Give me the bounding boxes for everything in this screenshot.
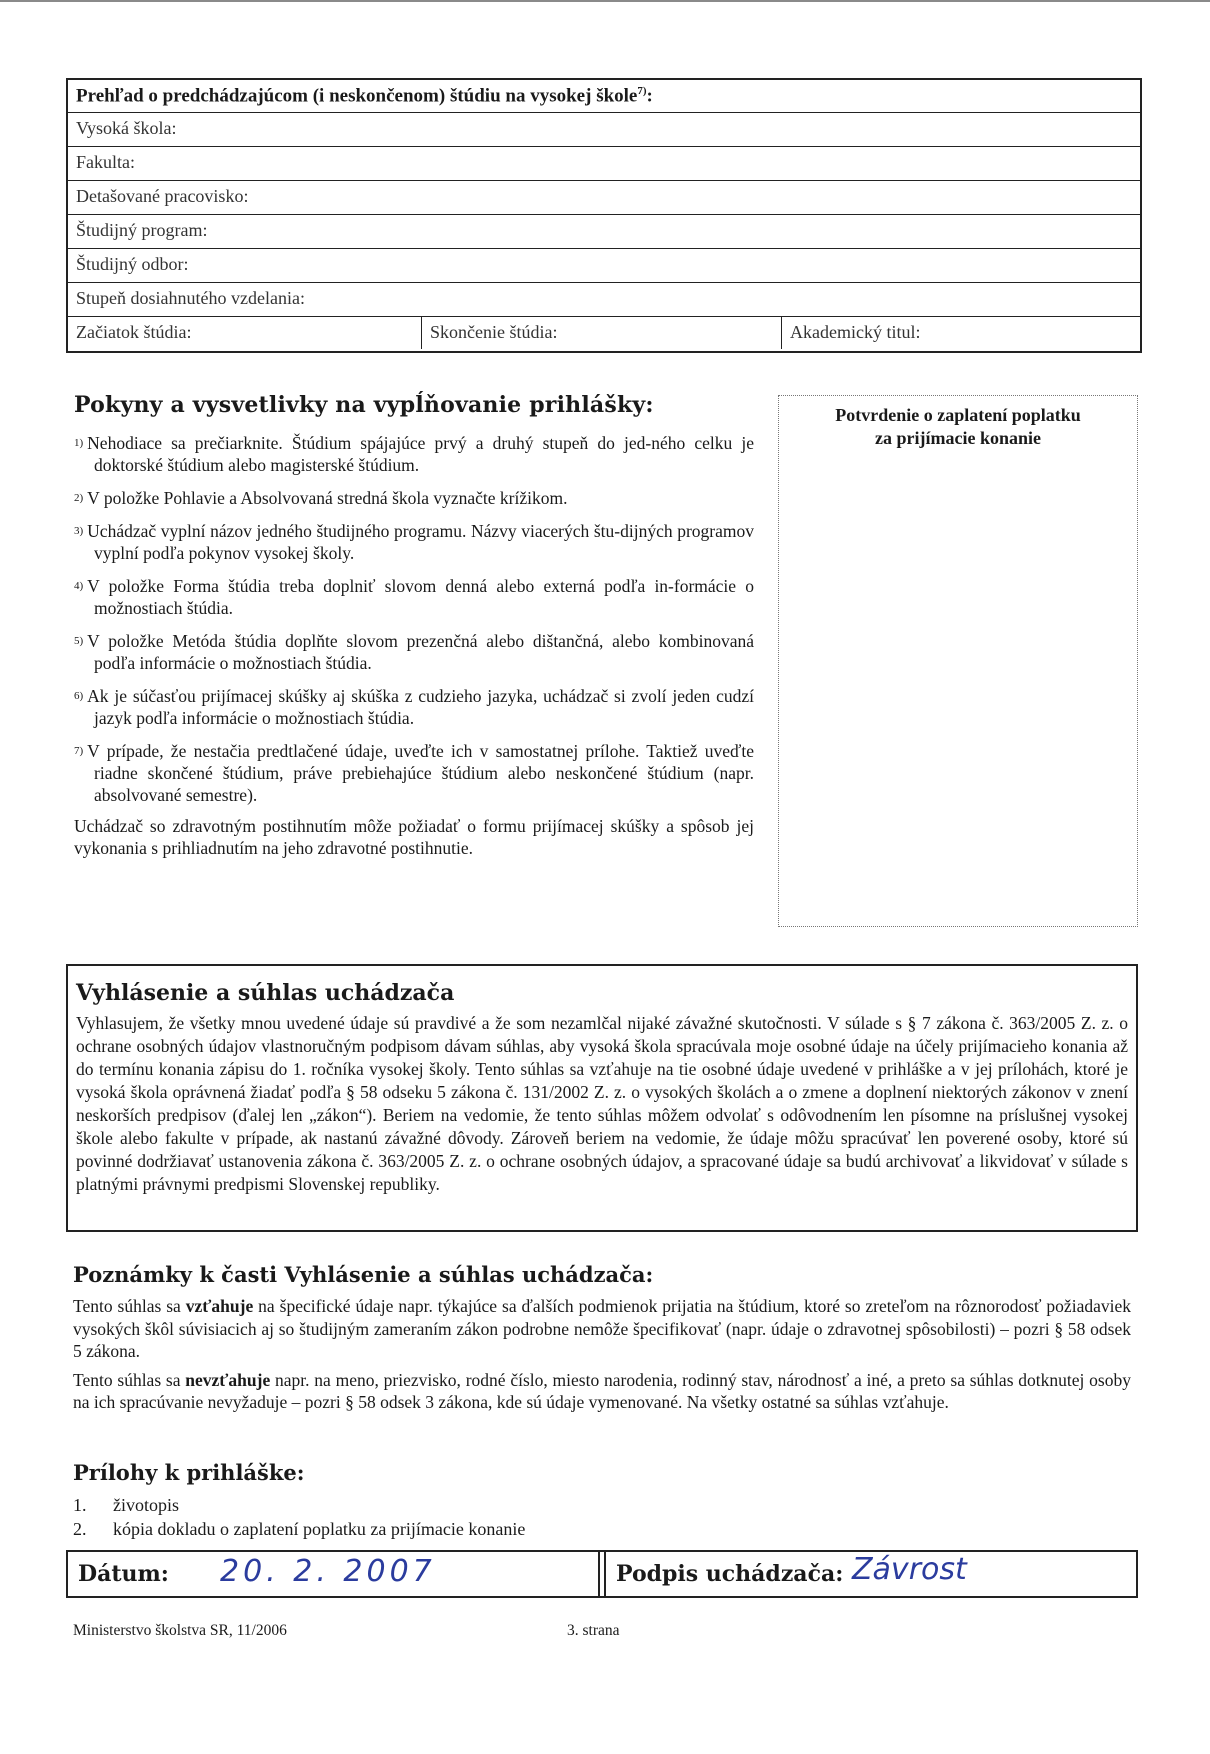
note-number: 6): [74, 690, 84, 702]
attachments-heading: Prílohy k prihláške:: [73, 1460, 305, 1485]
field-label: Detašované pracovisko:: [76, 186, 249, 206]
note-text: Ak je súčasťou prijímacej skúšky aj skúška z cudzieho jazyka, uchádzač si zvolí jeden cudzí jazyk podľa informácie o možnostiach štúdia.: [87, 686, 754, 728]
remarks-section: [73, 1262, 1131, 1420]
remarks-paragraph-2: [73, 1369, 1131, 1414]
attachments-section: [73, 1460, 973, 1541]
attachment-text: kópia dokladu o zaplatení poplatku za prijímacie konanie: [113, 1519, 526, 1539]
note-number: 5): [74, 635, 84, 647]
field-label: Stupeň dosiahnutého vzdelania:: [76, 288, 305, 308]
field-label: Vysoká škola:: [76, 118, 177, 138]
attachment-text: životopis: [113, 1495, 179, 1515]
footnote-ref: 7): [637, 85, 647, 97]
note-3: [74, 520, 754, 564]
note-text: Uchádzač vyplní názov jedného študijného programu. Názvy viacerých štu-dijných programov vyplní podľa pokynov vysokej školy.: [87, 521, 754, 563]
note-number: 1): [74, 437, 84, 449]
remarks-text: Tento súhlas sa: [73, 1369, 186, 1390]
previous-study-title: [68, 80, 1140, 113]
declaration-text: Vyhlasujem, že všetky mnou uvedené údaje sú pravdivé a že som nezamlčal nijaké závažné skutočnosti. V súlade s § 7 zákona č. 363/2005 Z. z. o ochrane osobných údajov vlastnoručným podpisom dávam súhlas, aby vysoká škola spracúvala moje osobné údaje na účely prijímacieho konania až do termínu konania zápisu do 1. ročníka vysokej školy. Tento súhlas sa vzťahuje na tie osobné údaje uvedené v prihláške a v jej prílohách, ktoré je vysoká škola oprávnená žiadať podľa § 58 odseku 5 zákona č. 131/2002 Z. z. o vysokých školách a o zmene a doplnení niektorých zákonov v znení neskorších predpisov (ďalej len „zákon“). Beriem na vedomie, že tento súhlas môžem odvolať s odôvodnením len písomne na príslušnej vysokej škole alebo fakulte v prípade, ak nastanú závažné dôvody. Zároveň beriem na vedomie, že údaje môžu spracúvať len poverené osoby, ktoré sú povinné dodržiavať ustanovenia zákona č. 363/2005 Z. z. o ochrane osobných údajov, a spracované údaje sa budú archivovať a likvidovať v súlade s platnými právnymi predpismi Slovenskej republiky.: [76, 1013, 1128, 1194]
note-text: V položke Pohlavie a Absolvovaná stredná škola vyznačte krížikom.: [87, 488, 568, 508]
attachment-item: [73, 1493, 973, 1517]
signature-row: [66, 1550, 1138, 1598]
date-label: Dátum:: [78, 1561, 169, 1587]
handwritten-signature: Závrost: [852, 1552, 967, 1587]
field-study-field[interactable]: [68, 249, 1140, 283]
note-4: [74, 575, 754, 619]
field-study-program[interactable]: [68, 215, 1140, 249]
note-number: 7): [74, 745, 84, 757]
note-text: V prípade, že nestačia predtlačené údaje, uveďte ich v samostatnej prílohe. Taktiež uveďte riadne skončené štúdium, práve prebiehajúce štúdium alebo neskončené štúdium (napr. absolvované semestre).: [87, 741, 754, 805]
instructions-section: [74, 392, 754, 870]
remarks-text: Tento súhlas sa: [73, 1296, 186, 1316]
payment-box-title-line2: za prijímacie konanie: [875, 428, 1041, 448]
remarks-paragraph-1: [73, 1295, 1131, 1363]
previous-study-table: [66, 78, 1142, 353]
field-university[interactable]: [68, 113, 1140, 147]
note-5: [74, 630, 754, 674]
disabled-applicant-note: Uchádzač so zdravotným postihnutím môže požiadať o formu prijímacej skúšky a spôsob jej vykonania s prihliadnutím na jeho zdravotné postihnutie.: [74, 816, 754, 858]
note-number: 3): [74, 525, 84, 537]
field-faculty[interactable]: [68, 147, 1140, 181]
remarks-heading: Poznámky k časti Vyhlásenie a súhlas uchádzača:: [73, 1262, 654, 1287]
footer-publisher: Ministerstvo školstva SR, 11/2006: [73, 1622, 287, 1639]
payment-box-title-line1: Potvrdenie o zaplatení poplatku: [835, 405, 1081, 425]
field-label: Študijný odbor:: [76, 254, 189, 274]
previous-study-title-text: Prehľad o predchádzajúcom (i neskončenom) štúdiu na vysokej škole: [76, 85, 638, 107]
title-colon: :: [646, 85, 653, 107]
signature-label: Podpis uchádzača:: [616, 1561, 844, 1587]
top-rule: [0, 0, 1210, 2]
field-label: Akademický titul:: [790, 322, 921, 342]
date-field[interactable]: [68, 1552, 600, 1596]
remarks-text: na špecifické údaje napr. týkajúce sa ďalších podmienok prijatia na štúdium, ktoré so zreteľom na rôznorodosť požiadaviek vysokých škôl súvisiacich aj so študijným zameraním zákon podrobne nemôže špecifikovať (napr. údaje o zdravotnej spôsobilosti) – pozri § 58 odsek 5 zákona.: [73, 1296, 1131, 1361]
study-dates-row: [68, 317, 1140, 351]
attachment-number: 2.: [73, 1519, 87, 1539]
note-6: [74, 685, 754, 729]
remarks-emphasis: vzťahuje: [185, 1296, 254, 1316]
field-detached-workplace[interactable]: [68, 181, 1140, 215]
footer-page-number: 3. strana: [567, 1622, 620, 1639]
note-text: V položke Metóda štúdia doplňte slovom prezenčná alebo dištančná, alebo kombinovaná podľa informácie o možnostiach štúdia.: [87, 631, 754, 673]
payment-confirmation-box: [778, 395, 1138, 927]
instructions-heading: Pokyny a vysvetlivky na vypĺňovanie prihlášky:: [74, 392, 654, 418]
note-2: [74, 487, 754, 509]
note-7: [74, 740, 754, 806]
note-number: 2): [74, 492, 84, 504]
field-study-end[interactable]: [422, 317, 782, 349]
signature-field[interactable]: [604, 1552, 1136, 1596]
declaration-section: [66, 964, 1138, 1232]
field-label: Skončenie štúdia:: [430, 322, 558, 342]
field-academic-degree[interactable]: [782, 317, 1140, 349]
declaration-heading: Vyhlásenie a súhlas uchádzača: [76, 980, 455, 1006]
note-text: Nehodiace sa prečiarknite. Štúdium spájajúce prvý a druhý stupeň do jed-ného celku je doktorské štúdium alebo magisterské štúdium.: [87, 433, 754, 475]
remarks-text: napr. na meno, priezvisko, rodné číslo, miesto narodenia, rodinný stav, národnosť a iné, a preto sa súhlas dotknutej osoby na ich spracúvanie nevyžaduje – pozri § 58 odsek 3 zákona, kde sú údaje vymenované. Na všetky ostatné sa súhlas vzťahuje.: [73, 1369, 1131, 1412]
attachment-item: [73, 1517, 973, 1541]
date-value: 20. 2. 2007: [220, 1554, 436, 1589]
field-education-level[interactable]: [68, 283, 1140, 317]
remarks-emphasis: nevzťahuje: [185, 1369, 271, 1390]
attachment-number: 1.: [73, 1495, 87, 1515]
note-1: [74, 432, 754, 476]
note-number: 4): [74, 580, 84, 592]
field-study-start[interactable]: [68, 317, 422, 349]
field-label: Študijný program:: [76, 220, 208, 240]
field-label: Fakulta:: [76, 152, 135, 172]
note-text: V položke Forma štúdia treba doplniť slovom denná alebo externá podľa in-formácie o možnostiach štúdia.: [87, 576, 754, 618]
field-label: Začiatok štúdia:: [76, 322, 192, 342]
